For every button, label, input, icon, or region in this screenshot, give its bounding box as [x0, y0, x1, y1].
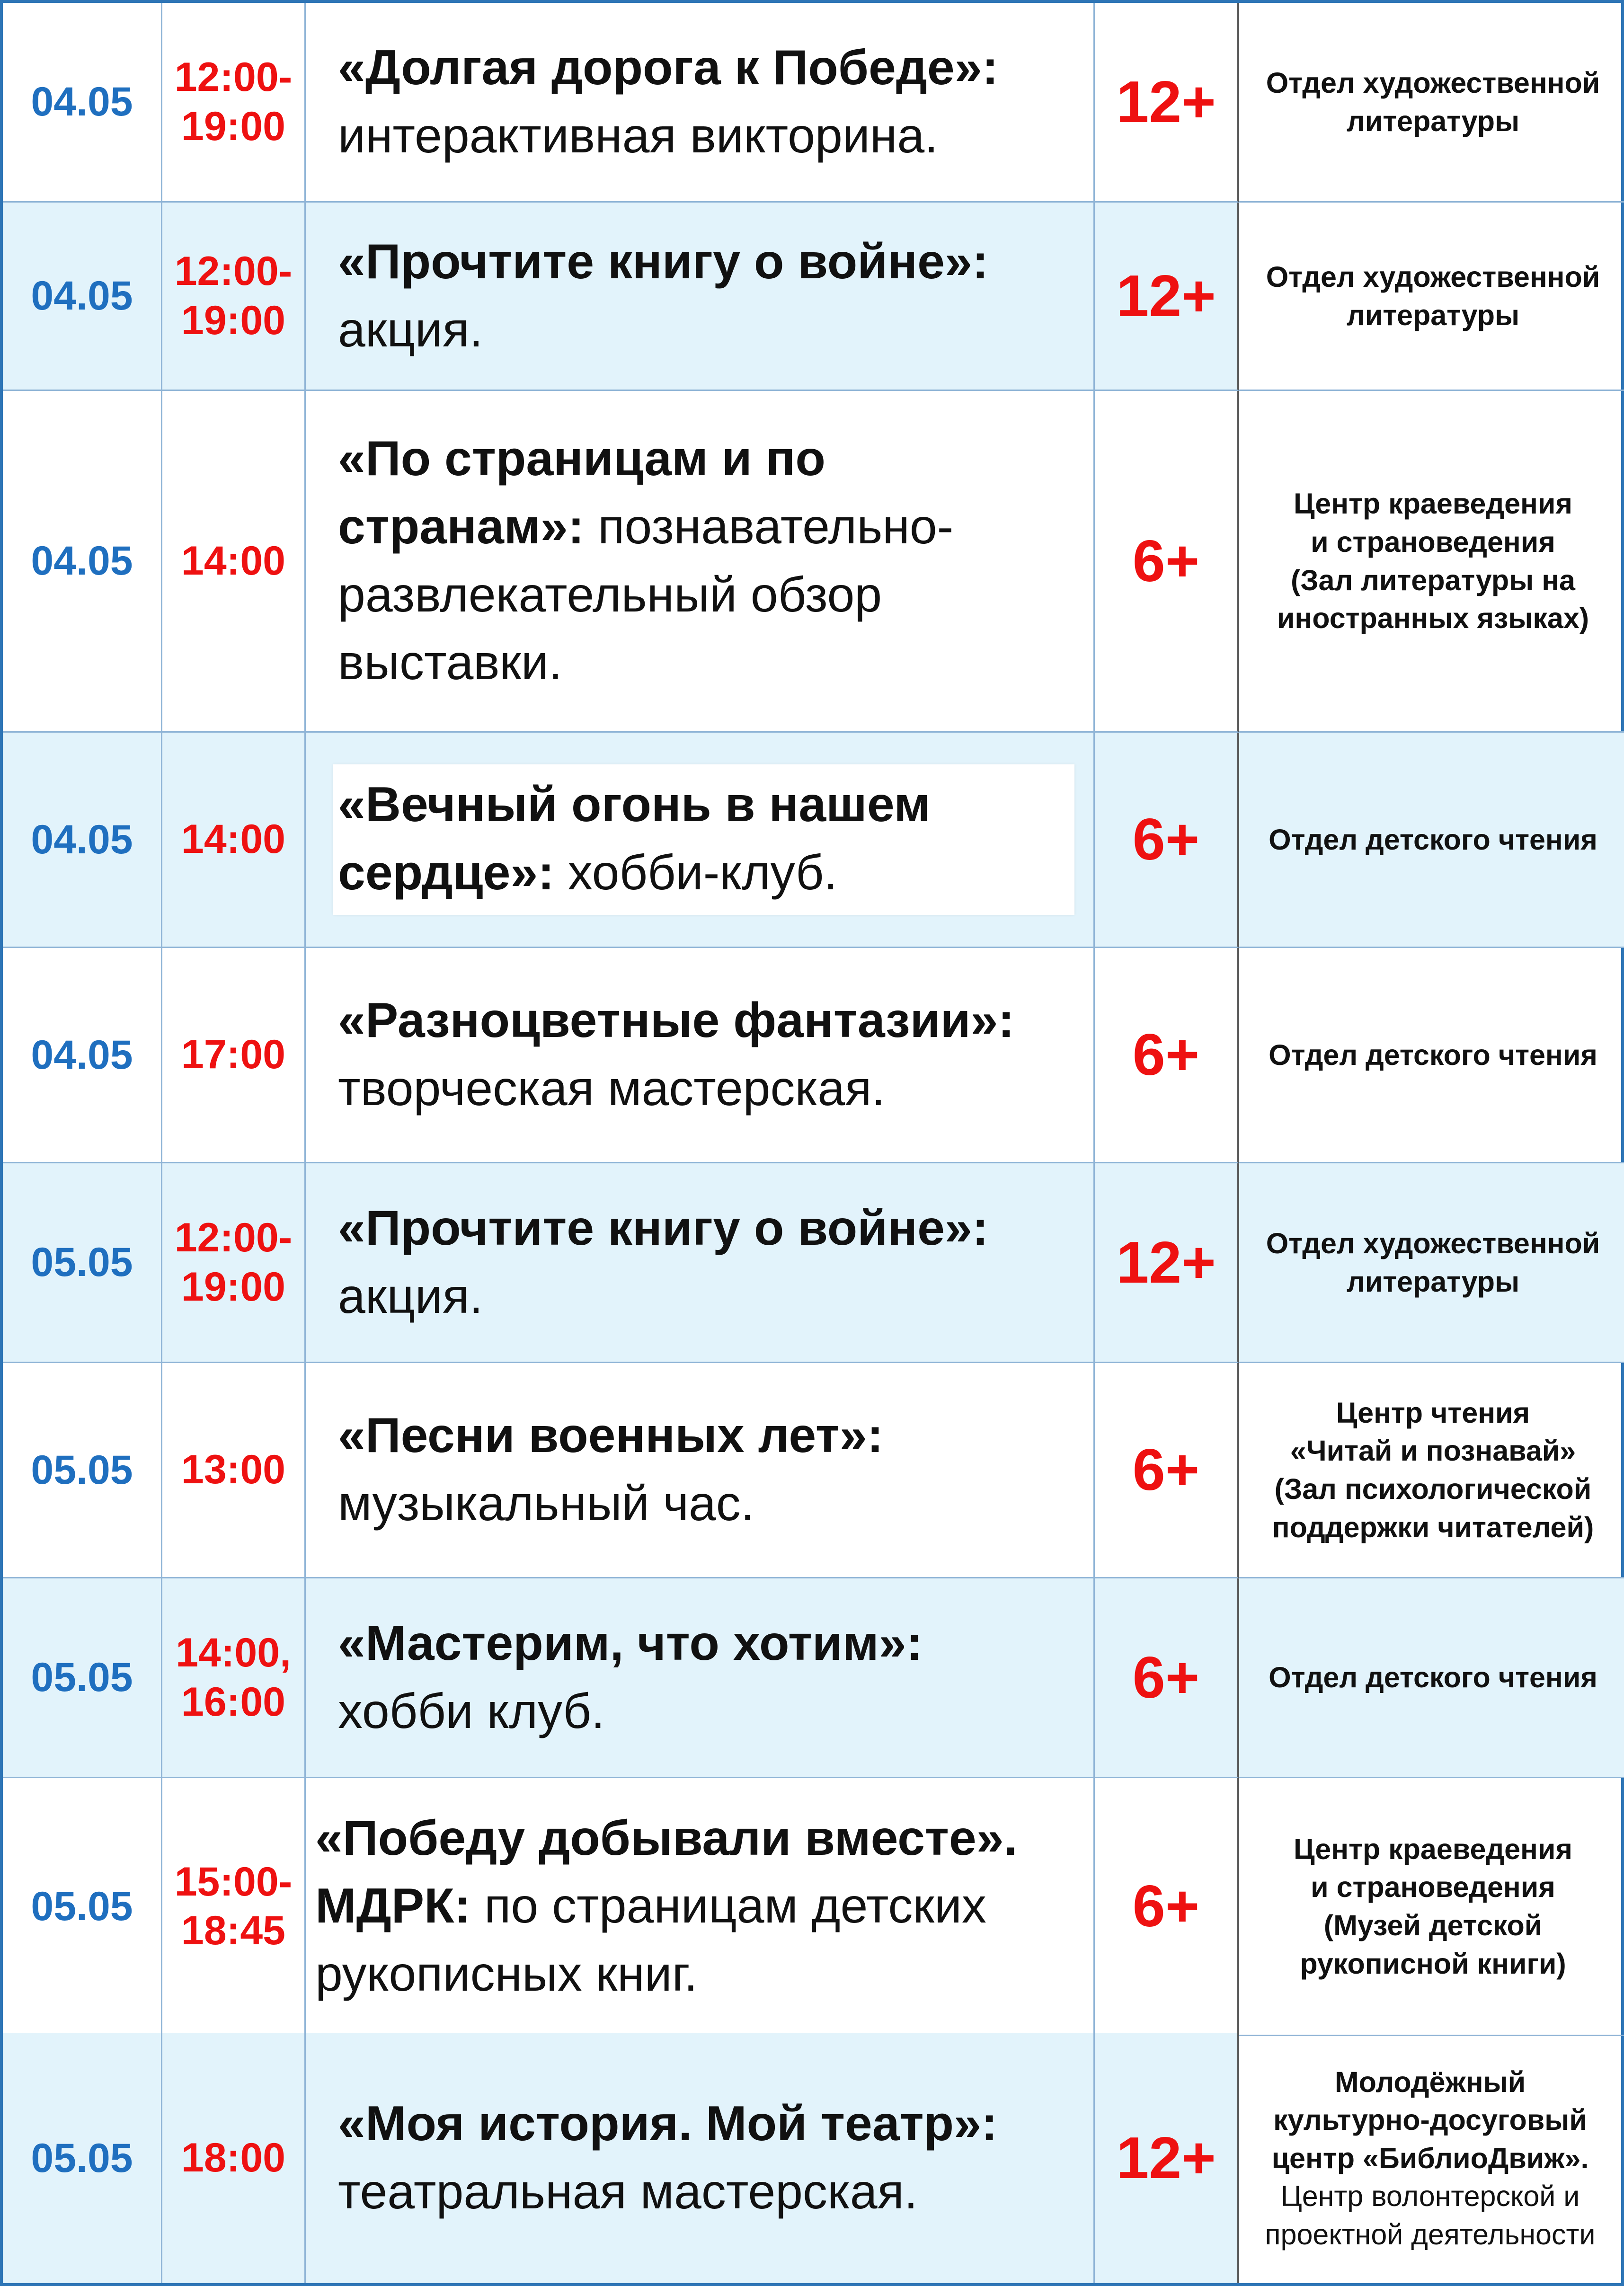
event-title: «Прочтите книгу о войне»: — [338, 234, 989, 289]
time-line: 12:00- — [174, 248, 293, 294]
time-line: 12:00- — [174, 54, 293, 100]
department-line: культурно-досуговый — [1273, 2104, 1587, 2136]
age-rating: 6+ — [1095, 1778, 1239, 2036]
date-cell: 04.05 — [3, 733, 162, 948]
event-cell — [306, 391, 1095, 733]
department-cell — [1239, 948, 1624, 1163]
time-line: 19:00 — [181, 1264, 285, 1310]
age-rating: 12+ — [1095, 203, 1239, 391]
time-cell — [162, 733, 306, 948]
department-line: иностранных языках) — [1277, 602, 1589, 635]
time-line: 12:00- — [174, 1215, 293, 1261]
department-line: (Зал литературы на — [1291, 564, 1575, 596]
time-line: 17:00 — [181, 1032, 285, 1078]
event-description: акция. — [338, 302, 483, 357]
age-rating: 6+ — [1095, 391, 1239, 733]
department-line: «Читай и познавай» — [1290, 1435, 1576, 1467]
event-cell — [306, 3, 1095, 203]
event-cell — [306, 2033, 1095, 2283]
time-line: 19:00 — [181, 297, 285, 343]
event-cell — [306, 1363, 1095, 1578]
event-cell — [306, 203, 1095, 391]
date-cell: 05.05 — [3, 2033, 162, 2283]
date-cell: 05.05 — [3, 1163, 162, 1363]
department-line: Центр краеведения — [1293, 1833, 1572, 1865]
event-description: интерактивная викторина. — [338, 108, 939, 163]
department-line: центр «БиблиоДвиж». — [1271, 2142, 1589, 2174]
age-rating: 12+ — [1095, 2033, 1239, 2283]
department-line: рукописной книги) — [1300, 1947, 1566, 1980]
department-line: Центр чтения — [1336, 1396, 1530, 1429]
department-line: Отдел детского чтения — [1269, 823, 1597, 856]
department-line: (Музей детской — [1323, 1909, 1543, 1941]
time-line: 13:00 — [181, 1447, 285, 1493]
event-title: «Моя история. Мой театр»: — [338, 2096, 998, 2152]
event-cell — [306, 733, 1095, 948]
department-cell — [1239, 733, 1624, 948]
department-cell — [1239, 1578, 1624, 1778]
time-line: 18:00 — [181, 2135, 285, 2181]
department-line: поддержки читателей) — [1272, 1511, 1594, 1543]
event-description: музыкальный час. — [338, 1476, 754, 1531]
age-rating: 6+ — [1095, 948, 1239, 1163]
department-line: Отдел художественной — [1266, 1227, 1600, 1259]
time-line: 14:00 — [181, 816, 285, 862]
event-cell — [306, 1778, 1095, 2036]
time-line: 19:00 — [181, 103, 285, 149]
department-line: Молодёжный — [1334, 2065, 1526, 2098]
event-description: акция. — [338, 1268, 483, 1324]
age-rating: 6+ — [1095, 1578, 1239, 1778]
department-line: (Зал психологической — [1274, 1473, 1592, 1505]
event-description: по страницам детских рукописных книг. — [315, 1878, 986, 2002]
department-line: Центр краеведения — [1293, 487, 1572, 520]
event-title: «Мастерим, что хотим»: — [338, 1615, 923, 1671]
department-line: Центр волонтерской и — [1280, 2180, 1580, 2213]
event-cell — [306, 1578, 1095, 1778]
department-cell — [1239, 3, 1624, 203]
time-line: 18:45 — [181, 1908, 285, 1953]
department-cell — [1239, 2033, 1621, 2283]
date-cell: 05.05 — [3, 1578, 162, 1778]
date-cell: 04.05 — [3, 391, 162, 733]
time-cell — [162, 391, 306, 733]
event-title: «Песни военных лет»: — [338, 1408, 884, 1463]
date-cell: 04.05 — [3, 203, 162, 391]
event-title: «По страницам и по странам»: — [338, 431, 825, 554]
date-cell: 04.05 — [3, 3, 162, 203]
age-rating: 12+ — [1095, 3, 1239, 203]
department-line: литературы — [1346, 105, 1520, 137]
department-line: и страноведения — [1311, 1871, 1555, 1904]
time-cell — [162, 1163, 306, 1363]
event-title: «Победу добывали вместе». МДРК: — [315, 1810, 1018, 1934]
time-cell — [162, 2033, 306, 2283]
department-line: литературы — [1346, 1265, 1520, 1298]
age-rating: 12+ — [1095, 1163, 1239, 1363]
time-cell — [162, 203, 306, 391]
department-line: Отдел художественной — [1266, 66, 1600, 99]
time-cell — [162, 1778, 306, 2036]
time-cell — [162, 1363, 306, 1578]
event-description: познавательно-развлекательный обзор выставки. — [338, 499, 954, 691]
date-cell: 05.05 — [3, 1363, 162, 1578]
department-line: проектной деятельности — [1265, 2218, 1596, 2251]
department-cell — [1239, 1778, 1624, 2036]
time-line: 14:00, — [176, 1630, 291, 1676]
time-cell — [162, 3, 306, 203]
time-line: 14:00 — [181, 538, 285, 584]
event-description: хобби клуб. — [338, 1683, 605, 1739]
age-rating: 6+ — [1095, 733, 1239, 948]
department-cell — [1239, 391, 1624, 733]
time-cell — [162, 1578, 306, 1778]
event-description: творческая мастерская. — [338, 1061, 886, 1116]
event-description: хобби-клуб. — [568, 845, 838, 900]
department-line: Отдел детского чтения — [1269, 1661, 1597, 1694]
date-cell: 04.05 — [3, 948, 162, 1163]
event-cell — [306, 948, 1095, 1163]
time-line: 16:00 — [181, 1679, 285, 1725]
event-title: «Разноцветные фантазии»: — [338, 993, 1014, 1048]
time-cell — [162, 948, 306, 1163]
schedule-row-last — [3, 2033, 1621, 2283]
date-cell: 05.05 — [3, 1778, 162, 2036]
event-title: «Прочтите книгу о войне»: — [338, 1200, 989, 1256]
event-cell — [306, 1163, 1095, 1363]
department-cell — [1239, 1363, 1624, 1578]
time-line: 15:00- — [174, 1859, 293, 1905]
department-line: Отдел художественной — [1266, 260, 1600, 293]
age-rating: 6+ — [1095, 1363, 1239, 1578]
event-description: театральная мастерская. — [338, 2164, 918, 2219]
event-title: «Вечный огонь в нашем сердце»: — [338, 777, 931, 900]
department-line: литературы — [1346, 299, 1520, 331]
department-cell — [1239, 1163, 1624, 1363]
event-title: «Долгая дорога к Победе»: — [338, 40, 999, 95]
department-cell — [1239, 203, 1624, 391]
department-line: и страноведения — [1311, 525, 1555, 558]
department-line: Отдел детского чтения — [1269, 1038, 1597, 1071]
